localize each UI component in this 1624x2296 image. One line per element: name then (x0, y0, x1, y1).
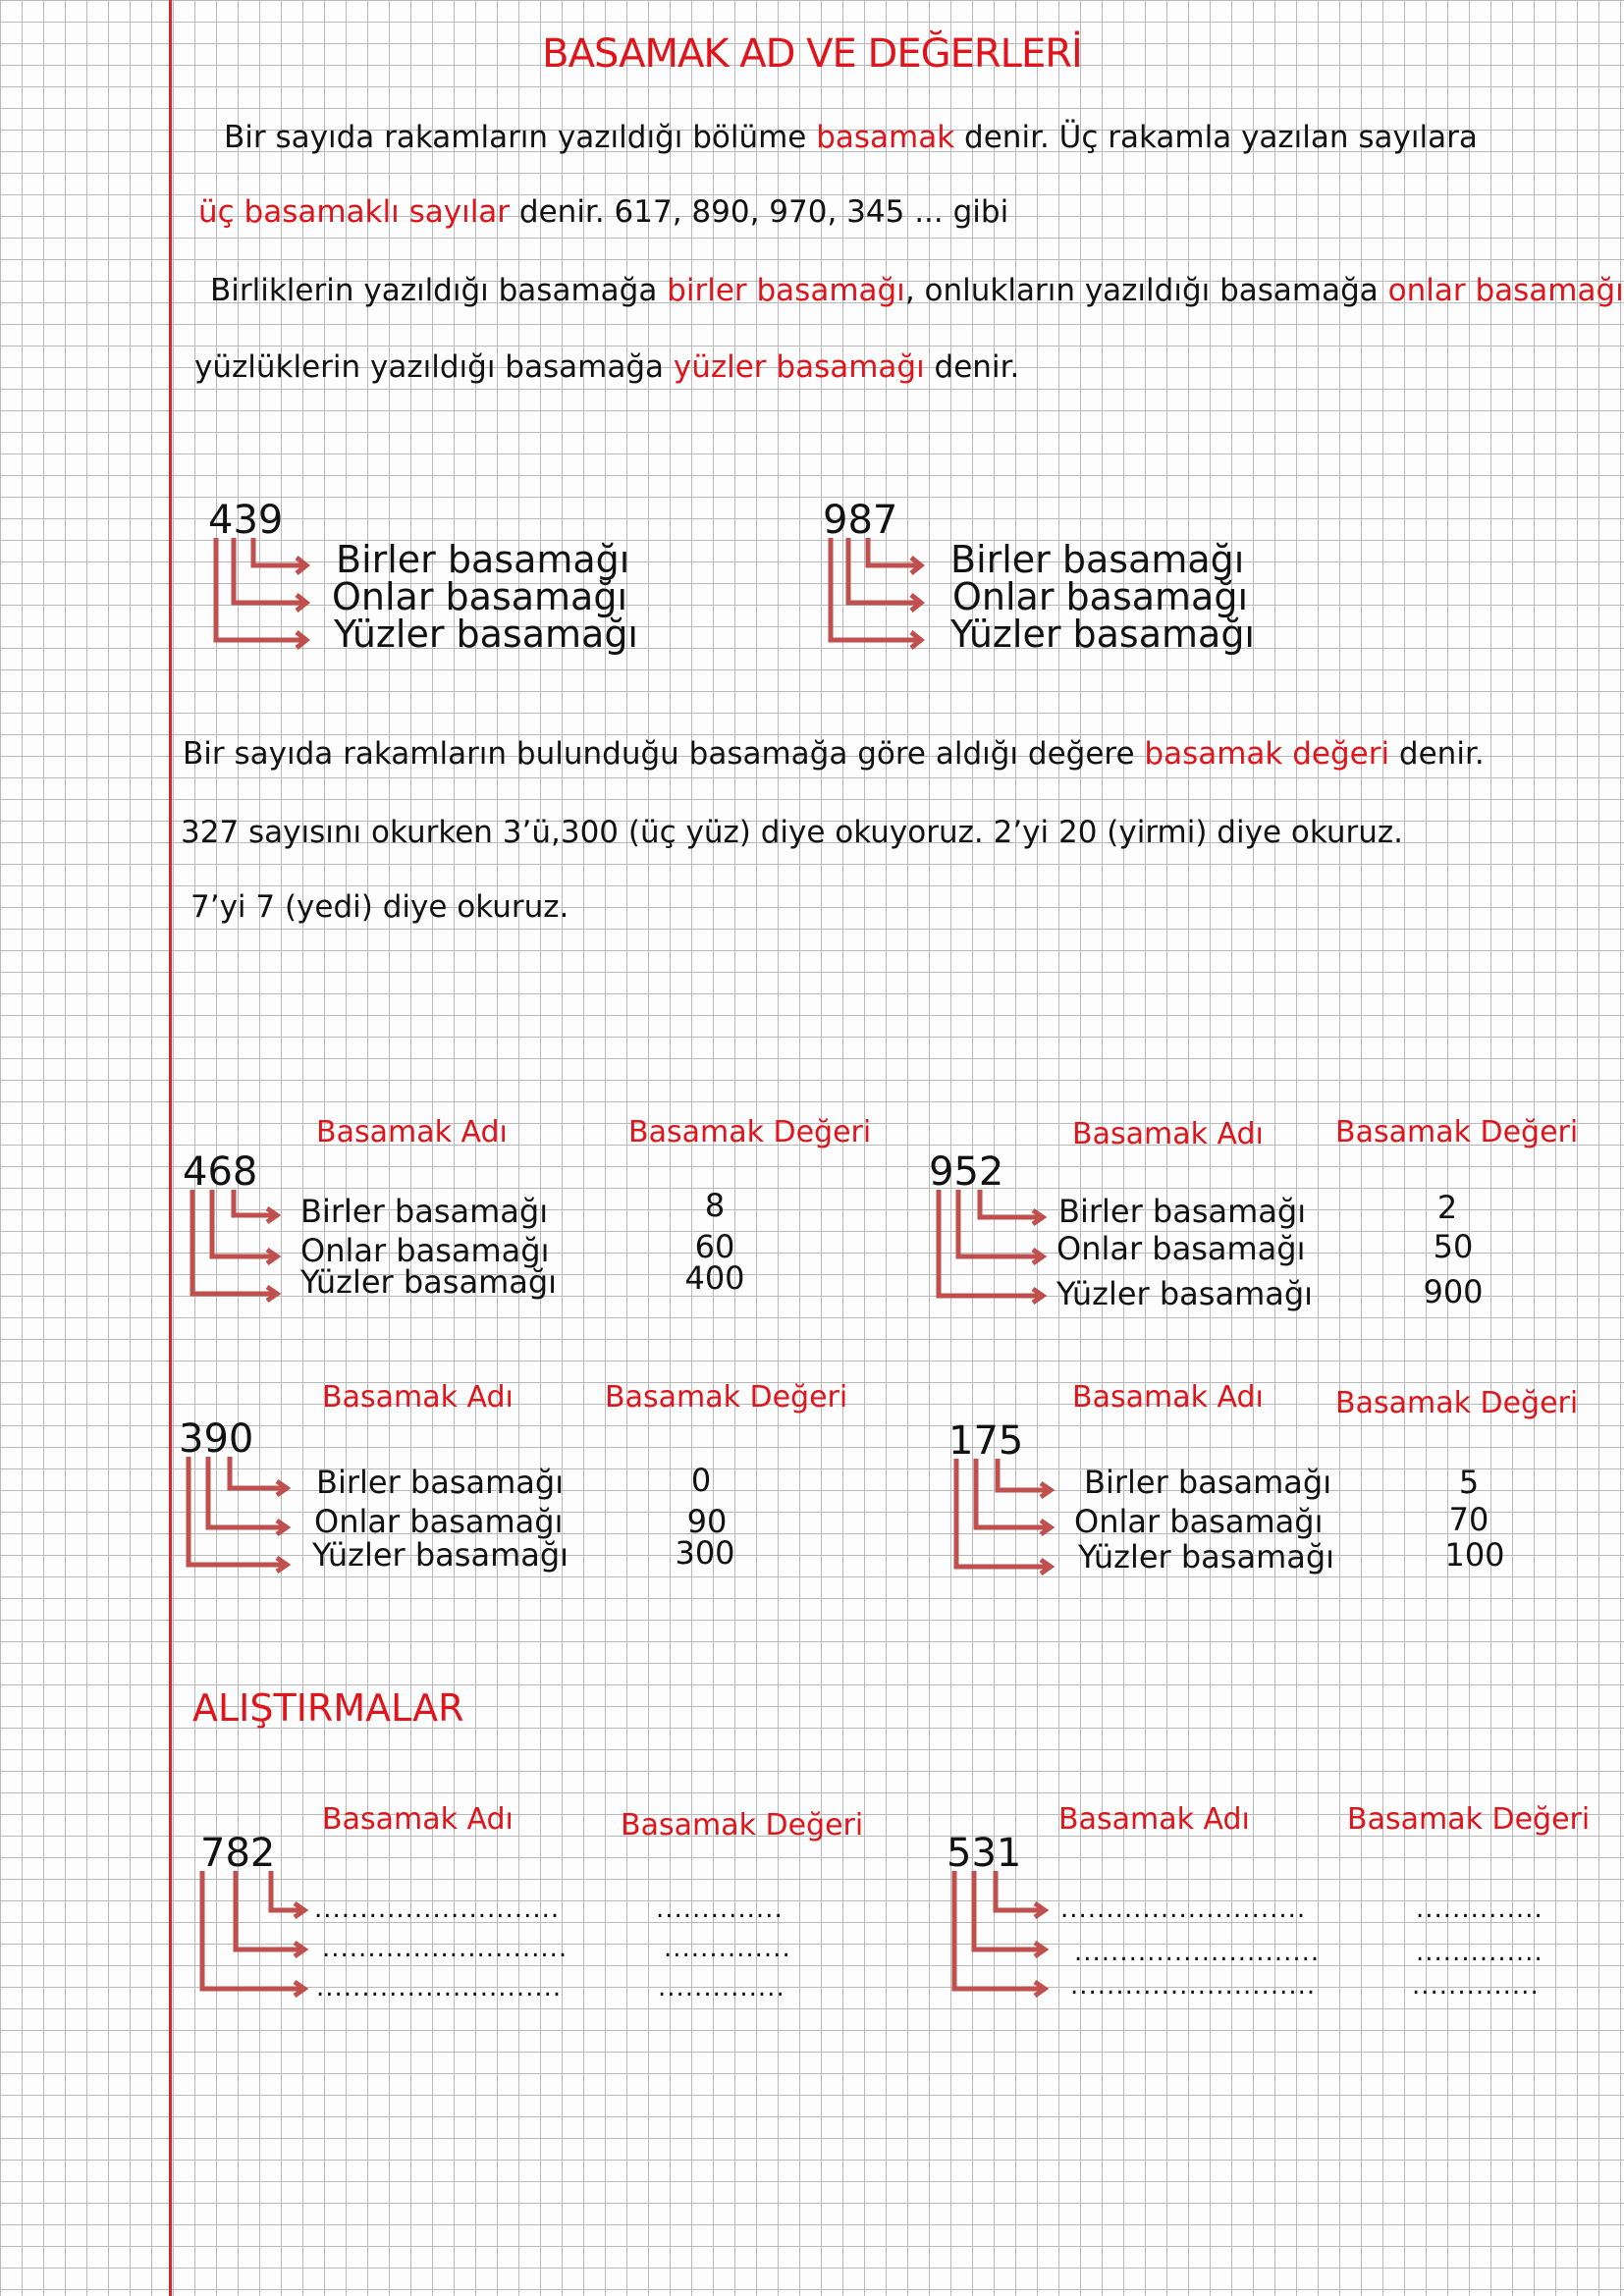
value-yuzler: 100 (1444, 1536, 1505, 1574)
value-onlar: 70 (1448, 1501, 1489, 1538)
value-birler: 0 (690, 1462, 712, 1499)
header-basamak-degeri: Basamak Değeri (1347, 1802, 1591, 1837)
header-basamak-degeri: Basamak Değeri (621, 1808, 864, 1842)
label-birler: Birler basamağı (300, 1193, 549, 1230)
header-basamak-adi: Basamak Adı (1058, 1802, 1250, 1837)
margin-line (169, 0, 172, 2296)
arrows-icon (208, 499, 326, 666)
exercise-number: 782 (200, 1831, 276, 1876)
blank-name-3[interactable]: ........................... (1070, 1971, 1317, 2001)
example-number: 439 (208, 498, 284, 543)
intro-line-1: Bir sayıda rakamların yazıldığı bölüme basamak denir. Üç rakamla yazılan sayılara (224, 120, 1478, 155)
label-onlar: Onlar basamağı (952, 575, 1249, 618)
arrows-icon (183, 1115, 300, 1311)
exercises-title: ALIŞTIRMALAR (192, 1686, 464, 1730)
header-basamak-degeri: Basamak Değeri (1335, 1386, 1579, 1420)
value-line-3: 7’yi 7 (yedi) diye okuruz. (190, 889, 569, 925)
value-onlar: 50 (1433, 1228, 1474, 1265)
label-birler: Birler basamağı (316, 1464, 565, 1501)
header-basamak-adi: Basamak Adı (322, 1802, 514, 1837)
header-basamak-adi: Basamak Adı (1072, 1117, 1264, 1151)
arrows-icon (947, 1802, 1064, 1999)
blank-value-1[interactable]: .............. (1416, 1895, 1543, 1924)
blank-name-1[interactable]: ........................... (1060, 1895, 1307, 1924)
arrows-icon (948, 1380, 1066, 1576)
example-number: 175 (948, 1418, 1024, 1464)
arrows-icon (929, 1115, 1047, 1311)
blank-value-2[interactable]: .............. (1416, 1938, 1543, 1967)
blank-value-2[interactable]: .............. (664, 1934, 791, 1963)
label-birler: Birler basamağı (336, 538, 630, 581)
exercise-number: 531 (947, 1831, 1022, 1876)
label-onlar: Onlar basamağı (1056, 1230, 1306, 1267)
intro-line-3: Birliklerin yazıldığı basamağa birler basamağı, onlukların yazıldığı basamağa onlar basamağı (210, 273, 1624, 308)
example-number: 952 (929, 1149, 1004, 1195)
value-line-1: Bir sayıda rakamların bulunduğu basamağa göre aldığı değere basamak değeri denir. (183, 736, 1485, 772)
label-onlar: Onlar basamağı (314, 1503, 564, 1540)
value-yuzler: 400 (684, 1259, 745, 1297)
example-number: 987 (823, 498, 898, 543)
intro-line-4: yüzlüklerin yazıldığı basamağa yüzler basamağı denir. (194, 349, 1020, 385)
value-birler: 5 (1458, 1464, 1480, 1501)
label-onlar: Onlar basamağı (300, 1232, 550, 1269)
blank-name-1[interactable]: ........................... (314, 1895, 561, 1924)
header-basamak-degeri: Basamak Değeri (1335, 1115, 1579, 1149)
blank-value-1[interactable]: .............. (656, 1895, 784, 1924)
blank-name-2[interactable]: ........................... (322, 1934, 568, 1963)
value-line-2: 327 sayısını okurken 3’ü,300 (üç yüz) diye okuyoruz. 2’yi 20 (yirmi) diye okuruz. (181, 815, 1403, 850)
label-yuzler: Yüzler basamağı (334, 613, 638, 656)
label-onlar: Onlar basamağı (332, 575, 628, 618)
header-basamak-adi: Basamak Adı (1072, 1380, 1264, 1415)
label-yuzler: Yüzler basamağı (312, 1536, 569, 1574)
header-basamak-adi: Basamak Adı (316, 1115, 508, 1149)
header-basamak-degeri: Basamak Değeri (605, 1380, 848, 1415)
page-title: BASAMAK AD VE DEĞERLERİ (542, 31, 1082, 77)
label-onlar: Onlar basamağı (1074, 1503, 1324, 1540)
arrows-icon (823, 499, 941, 666)
blank-name-3[interactable]: ........................... (316, 1973, 563, 2002)
value-yuzler: 300 (675, 1534, 735, 1572)
header-basamak-degeri: Basamak Değeri (628, 1115, 872, 1149)
label-birler: Birler basamağı (1058, 1193, 1307, 1230)
blank-value-3[interactable]: .............. (658, 1973, 785, 2002)
label-birler: Birler basamağı (950, 538, 1245, 581)
label-yuzler: Yüzler basamağı (300, 1263, 558, 1301)
value-onlar: 60 (694, 1228, 735, 1265)
value-onlar: 90 (686, 1503, 728, 1540)
blank-name-2[interactable]: ........................... (1074, 1938, 1321, 1967)
arrows-icon (179, 1380, 297, 1576)
value-birler: 2 (1436, 1189, 1458, 1226)
label-yuzler: Yüzler basamağı (950, 613, 1255, 656)
label-birler: Birler basamağı (1084, 1464, 1332, 1501)
example-number: 390 (179, 1416, 254, 1462)
arrows-icon (194, 1802, 312, 1999)
value-yuzler: 900 (1423, 1273, 1484, 1310)
blank-value-3[interactable]: .............. (1412, 1971, 1540, 2001)
header-basamak-adi: Basamak Adı (322, 1380, 514, 1415)
label-yuzler: Yüzler basamağı (1078, 1538, 1335, 1575)
example-number: 468 (183, 1149, 258, 1195)
label-yuzler: Yüzler basamağı (1056, 1275, 1314, 1312)
intro-line-2: üç basamaklı sayılar denir. 617, 890, 970, 345 ... gibi (198, 194, 1009, 230)
value-birler: 8 (704, 1187, 726, 1224)
